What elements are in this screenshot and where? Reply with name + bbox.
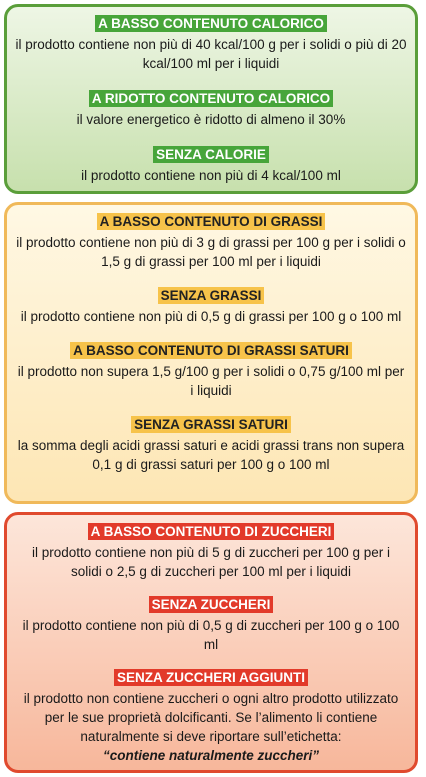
claim-description: il prodotto contiene non più di 3 g di grassi per 100 g per i solidi o 1,5 g di grassi per 100 ml per i liquidi: [16, 235, 406, 269]
claim-section: [15, 342, 407, 400]
claim-title: SENZA ZUCCHERI AGGIUNTI: [114, 669, 308, 686]
claim-section: [15, 213, 407, 271]
claim-section: [15, 596, 407, 654]
claim-description: il prodotto contiene non più di 40 kcal/100 g per i solidi o più di 20 kcal/100 ml per i liquidi: [15, 37, 407, 71]
claim-description: il prodotto contiene non più di 0,5 g di grassi per 100 g o 100 ml: [20, 309, 402, 324]
fat-claims-panel: [4, 202, 418, 504]
claim-title: A BASSO CONTENUTO DI ZUCCHERI: [88, 523, 335, 540]
sugar-claims-panel: [4, 512, 418, 773]
claim-section: [15, 287, 407, 326]
claim-section: [15, 15, 407, 73]
claim-section: [15, 90, 407, 129]
claim-description-text: il prodotto non contiene zuccheri o ogni altro prodotto utilizzato per le sue proprietà dolcificanti. Se l’alimento li contiene naturalmente si deve riportare sull’etichetta:: [23, 691, 399, 744]
claim-emphasis: “contiene naturalmente zuccheri”: [102, 748, 320, 763]
claim-description: [15, 689, 407, 765]
claim-description: il prodotto contiene non più di 0,5 g di zuccheri per 100 g o 100 ml: [22, 618, 400, 652]
claim-description: il prodotto contiene non più di 5 g di zuccheri per 100 g per i solidi o 2,5 g di zuccheri per 100 ml per i liquidi: [32, 545, 390, 579]
claim-title: A BASSO CONTENUTO CALORICO: [95, 15, 327, 32]
claim-description: il prodotto contiene non più di 4 kcal/100 ml: [81, 168, 341, 183]
claim-description: il prodotto non supera 1,5 g/100 g per i solidi o 0,75 g/100 ml per i liquidi: [17, 364, 405, 398]
claim-title: SENZA CALORIE: [153, 146, 269, 163]
claim-title: SENZA GRASSI SATURI: [131, 416, 291, 433]
claim-title: SENZA GRASSI: [158, 287, 265, 304]
claim-description: la somma degli acidi grassi saturi e acidi grassi trans non supera 0,1 g di grassi saturi per 100 g o 100 ml: [17, 438, 405, 472]
claim-title: A RIDOTTO CONTENUTO CALORICO: [89, 90, 333, 107]
claim-section: [15, 523, 407, 581]
claim-description: il valore energetico è ridotto di almeno il 30%: [76, 112, 346, 127]
claim-section: [15, 416, 407, 474]
claim-title: A BASSO CONTENUTO DI GRASSI SATURI: [70, 342, 352, 359]
claim-section: [15, 146, 407, 185]
calorie-claims-panel: [4, 4, 418, 194]
claim-title: SENZA ZUCCHERI: [149, 596, 274, 613]
claim-title: A BASSO CONTENUTO DI GRASSI: [97, 213, 326, 230]
claim-section: [15, 669, 407, 765]
